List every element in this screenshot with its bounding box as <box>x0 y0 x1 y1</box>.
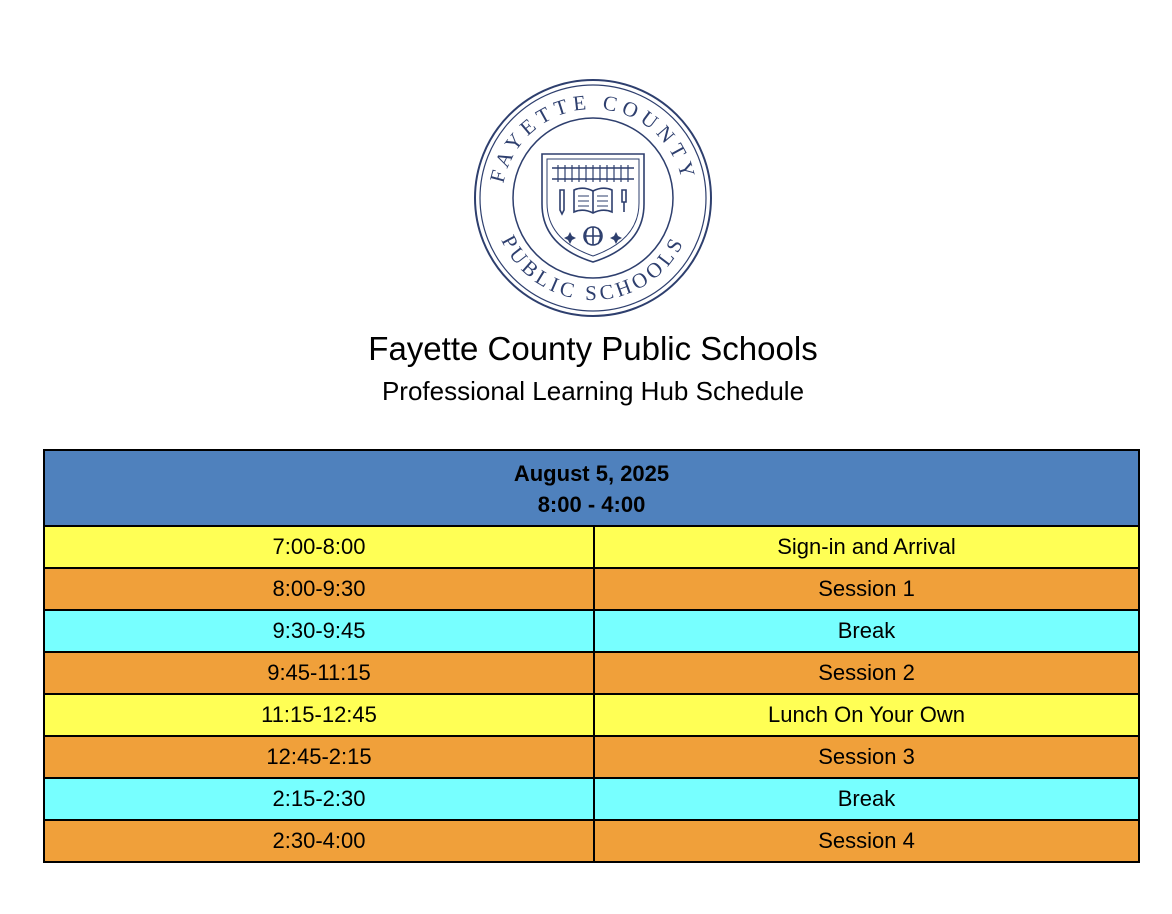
time-cell: 9:30-9:45 <box>44 610 594 652</box>
activity-cell: Session 4 <box>594 820 1139 862</box>
schedule-header-row <box>44 450 1139 526</box>
time-cell: 2:30-4:00 <box>44 820 594 862</box>
schedule-header-cell <box>44 450 1139 526</box>
crest-shield-icon <box>542 154 644 262</box>
activity-cell: Lunch On Your Own <box>594 694 1139 736</box>
time-cell: 7:00-8:00 <box>44 526 594 568</box>
activity-cell: Session 2 <box>594 652 1139 694</box>
schedule-row <box>44 610 1139 652</box>
activity-cell: Break <box>594 778 1139 820</box>
time-cell: 11:15-12:45 <box>44 694 594 736</box>
time-cell: 9:45-11:15 <box>44 652 594 694</box>
activity-cell: Session 3 <box>594 736 1139 778</box>
schedule-date: August 5, 2025 <box>513 461 670 486</box>
time-cell: 12:45-2:15 <box>44 736 594 778</box>
activity-cell: Session 1 <box>594 568 1139 610</box>
schedule-hours: 8:00 - 4:00 <box>537 492 646 517</box>
schedule-row <box>44 526 1139 568</box>
page-subtitle: Professional Learning Hub Schedule <box>381 376 805 406</box>
schedule-row <box>44 694 1139 736</box>
schedule-row <box>44 820 1139 862</box>
seal-bottom-text: PUBLIC SCHOOLS <box>496 231 690 306</box>
page-title: Fayette County Public Schools <box>368 330 818 367</box>
schedule-row <box>44 568 1139 610</box>
activity-cell: Sign-in and Arrival <box>594 526 1139 568</box>
school-district-seal-logo <box>466 78 720 318</box>
schedule-row <box>44 778 1139 820</box>
time-cell: 8:00-9:30 <box>44 568 594 610</box>
schedule-table <box>43 449 1140 863</box>
seal-top-text: FAYETTE COUNTY <box>484 89 702 186</box>
schedule-row <box>44 736 1139 778</box>
schedule-row <box>44 652 1139 694</box>
activity-cell: Break <box>594 610 1139 652</box>
time-cell: 2:15-2:30 <box>44 778 594 820</box>
